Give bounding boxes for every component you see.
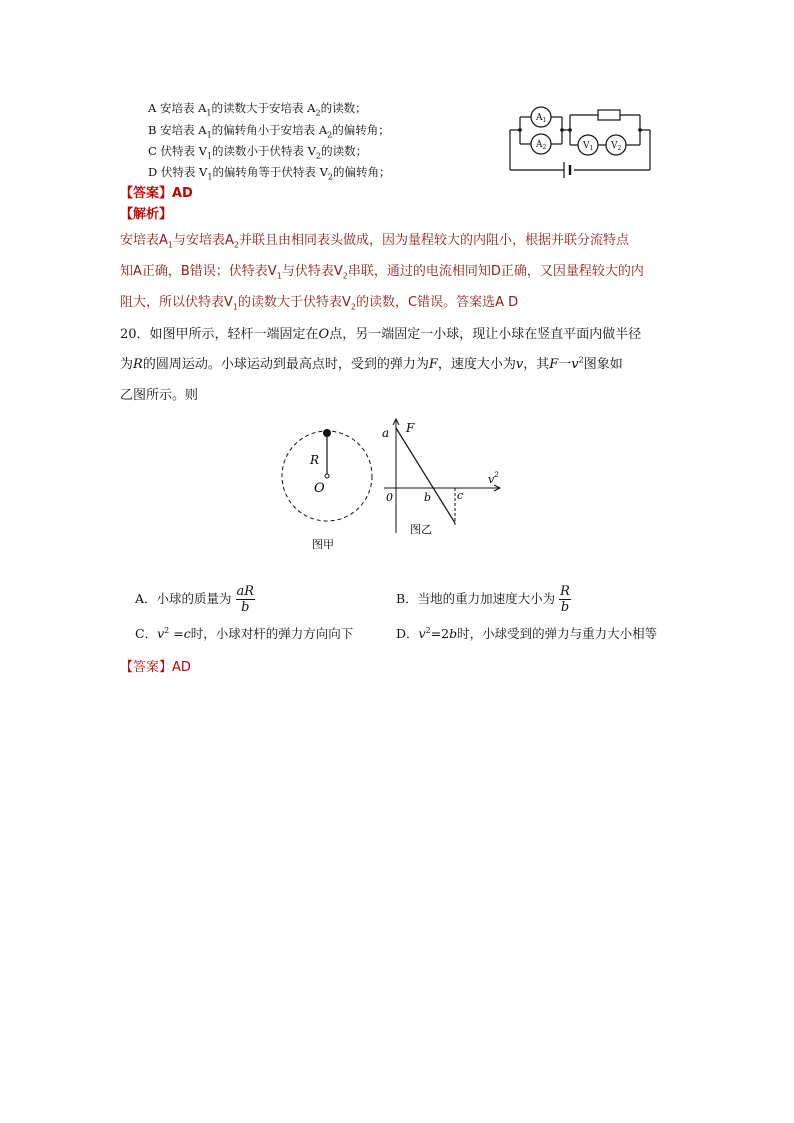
ammeter-a2-label: $A_2$: [536, 140, 547, 151]
ball: [323, 429, 331, 437]
voltmeter-v2-label: $V_2$: [611, 141, 622, 152]
q19-analysis-label: 【解析】: [120, 207, 173, 222]
q19-option-d: D 伏特表 $V_1$的偏转角等于伏特表 $V_2$的偏转角；: [148, 165, 391, 182]
radius-label: R: [310, 453, 320, 467]
circuit-diagram: [500, 100, 660, 180]
origin-label: 0: [386, 491, 393, 504]
f-label: F: [406, 421, 415, 435]
v2-label: $v^2$: [488, 471, 499, 486]
q20-choice-b: B．当地的重力加速度大小为 $\frac{R}{b}$: [396, 584, 570, 615]
q19-option-b: B 安培表 $A_1$的偏转角小于安培表 $A_2$的偏转角；: [148, 123, 390, 140]
q19-option-c: C 伏特表 $V_1$的读数小于伏特表 $V_2$的读数；: [148, 144, 368, 161]
b-label: b: [424, 491, 432, 504]
q19-analysis-line1: 安培表$A_1$与安培表$A_2$并联且由相同表头做成，因为量程较大的内阻小，根据并联分流特点: [120, 233, 630, 250]
figure-yi-caption: 图乙: [410, 523, 432, 536]
q19-answer: 【答案】AD: [120, 186, 193, 201]
q20-choice-c: C．$v^2 =c$时，小球对杆的弹力方向向下: [135, 625, 354, 641]
q20-stem-line3: 乙图所示。则: [120, 388, 199, 403]
figure-yi: [378, 415, 508, 540]
figure-jia: [270, 412, 390, 557]
q19-option-a: A 安培表 $A_1$的读数大于安培表 $A_2$的读数；: [148, 101, 367, 118]
pivot-o: [325, 474, 329, 478]
q20-choice-a: A．小球的质量为 $\frac{aR}{b}$: [135, 584, 255, 615]
figure-jia-caption: 图甲: [312, 538, 334, 551]
q20-answer: 【答案】AD: [120, 660, 191, 675]
c-label: c: [457, 489, 464, 502]
ammeter-a1-label: $A_1$: [536, 113, 547, 124]
q19-analysis-line2: 知A正确，B错误；伏特表$V_1$与伏特表$V_2$串联，通过的电流相同知D正确，又因量程较大的内: [120, 264, 644, 281]
q20-stem-line2: 为R的圆周运动。小球运动到最高点时，受到的弹力为F，速度大小为v，其F一$v^2$图象如: [120, 355, 623, 372]
a-label: a: [382, 426, 390, 440]
choice-b-fraction: $\frac{R}{b}$: [560, 584, 570, 615]
center-label: O: [314, 481, 325, 496]
q20-choice-d: D．$v^2=2b$时，小球受到的弹力与重力大小相等: [396, 625, 658, 641]
f-v2-line: [396, 428, 455, 523]
choice-a-fraction: $\frac{aR}{b}$: [236, 584, 255, 615]
q20-stem-line1: 20．如图甲所示，轻杆一端固定在O点，另一端固定一小球，现让小球在竖直平面内做半径: [120, 327, 642, 342]
q19-analysis-line3: 阻大，所以伏特表$V_1$的读数大于伏特表$V_2$的读数，C错误。答案选A D: [120, 295, 519, 312]
voltmeter-v1-label: $V_1$: [583, 141, 594, 152]
